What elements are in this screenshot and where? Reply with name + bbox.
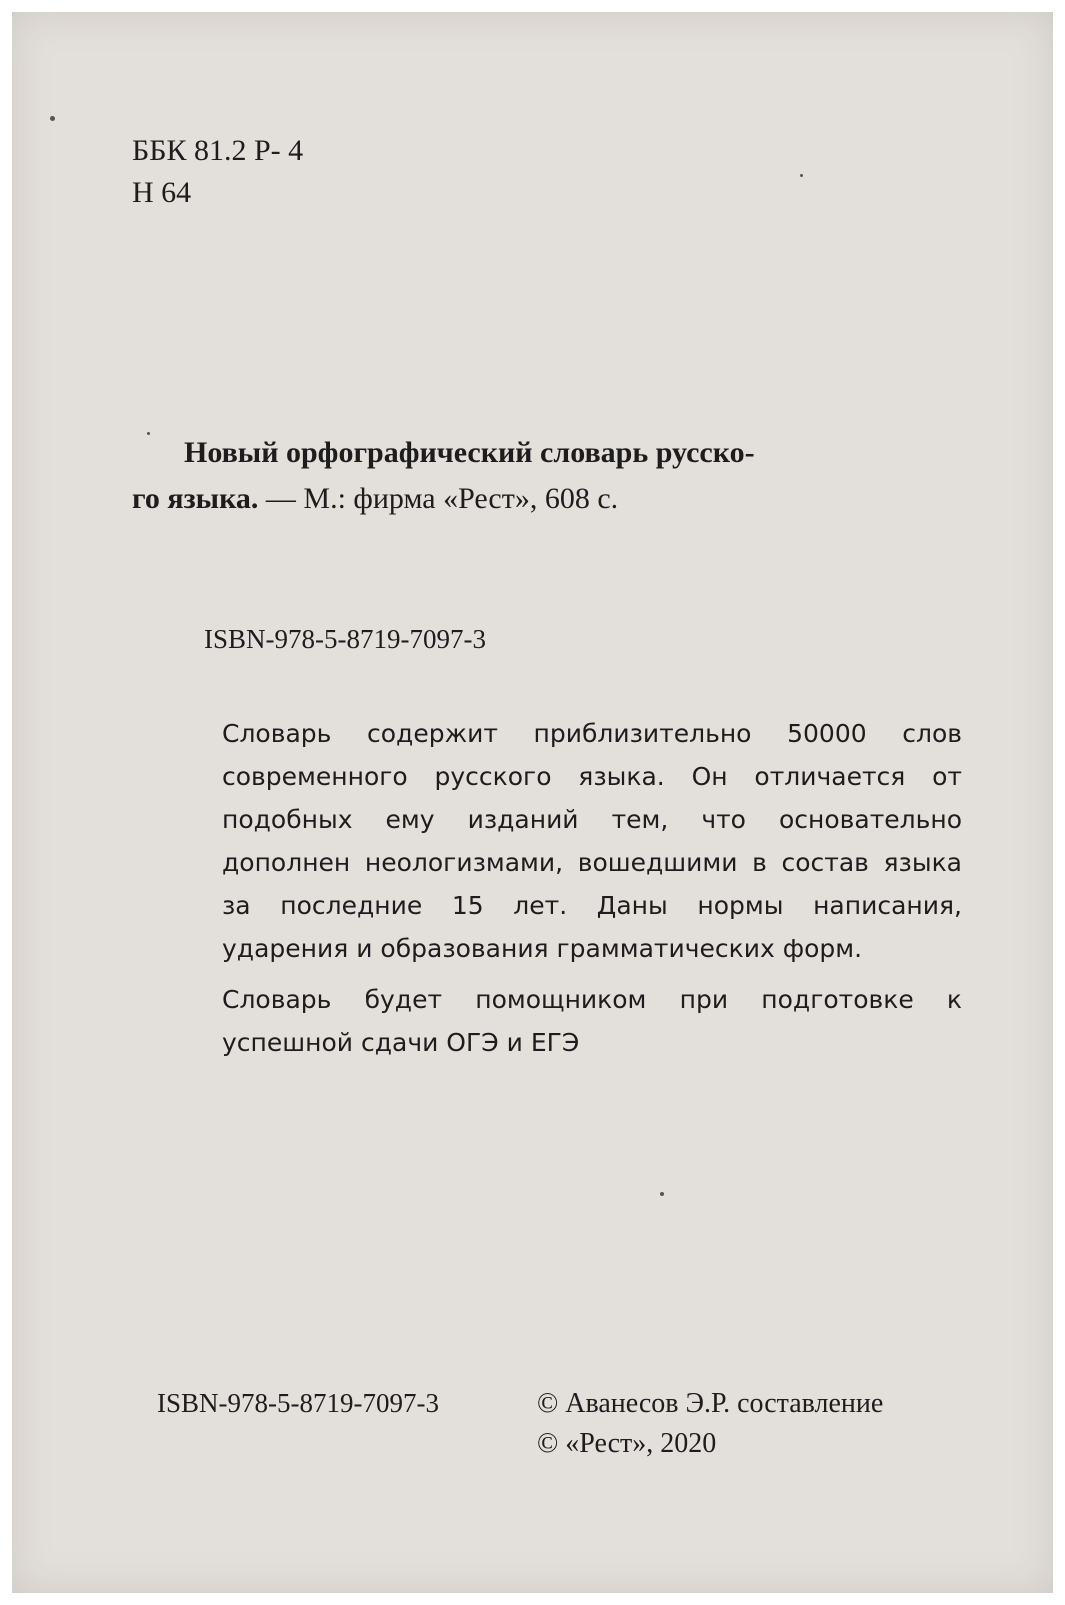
paper-speck <box>800 174 803 177</box>
abstract-paragraph-1: Словарь содержит приблизительно 50000 слов современного русского языка. Он отличается от подобных ему изданий тем, что основательно дополнен неологизмами, вошедшими в состав языка за последние 15 лет. Даны нормы написания, ударения и образования грамматических форм. <box>222 719 962 963</box>
title-line-1: Новый орфографический словарь русско- <box>184 436 755 469</box>
imprint: — М.: фирма «Рест», 608 с. <box>258 482 619 515</box>
title-continuation: го языка. <box>132 482 259 515</box>
isbn-bottom: ISBN-978-5-8719-7097-3 <box>157 1388 439 1418</box>
paper-speck <box>147 432 150 435</box>
copyright-block <box>537 1384 883 1464</box>
bbk-code: ББК 81.2 Р- 4 <box>132 134 304 167</box>
classification-block <box>132 130 303 214</box>
author-mark: Н 64 <box>132 176 192 209</box>
abstract-paragraph-2: Словарь будет помощником при подготовке к успешной сдачи ОГЭ и ЕГЭ <box>222 985 962 1057</box>
isbn-top: ISBN-978-5-8719-7097-3 <box>204 624 486 654</box>
copyright-compiler: © Аванесов Э.Р. составление <box>537 1388 884 1419</box>
paper-speck <box>660 1192 664 1196</box>
copyright-publisher: © «Рест», 2020 <box>537 1428 717 1459</box>
bibliographic-record <box>132 430 962 522</box>
paper-speck <box>50 116 55 121</box>
title-line-2 <box>132 476 962 522</box>
book-imprint-page <box>12 12 1053 1593</box>
